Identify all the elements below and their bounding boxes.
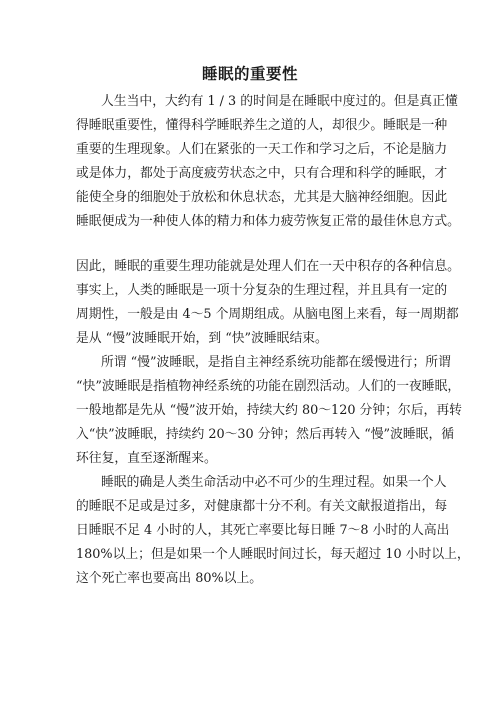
text-line: 或是体力，都处于高度疲劳状态之中，只有合理和科学的睡眠，才	[76, 166, 448, 181]
document-body	[76, 90, 470, 591]
paragraph-2	[76, 255, 460, 351]
text-line: 重要的生理现象。人们在紧张的一天工作和学习之后，不论是脑力	[76, 142, 448, 157]
document-title: 睡眠的重要性	[201, 65, 298, 83]
text-line: 是从 “慢”波睡眠开始，到 “快”波睡眠结束。	[76, 331, 328, 346]
text-line: 入“快”波睡眠，持续约 20～30 分钟；然后再转入 “慢”波睡眠，循	[76, 427, 455, 442]
paragraph-4	[76, 471, 470, 591]
text-line: 日睡眠不足 4 小时的人，其死亡率要比每日睡 7～8 小时的人高出	[76, 523, 450, 538]
text-line: 人生当中，大约有 1 / 3 的时间是在睡眠中度过的。但是真正懂	[101, 94, 458, 109]
text-line: 周期性，一般是由 4～5 个周期组成。从脑电图上来看，每一周期都	[76, 307, 459, 322]
text-line: 所谓 “慢”波睡眠，是指自主神经系统功能都在缓慢进行；所谓	[101, 355, 451, 370]
paragraph-3	[76, 351, 462, 471]
text-line: 得睡眠重要性，懂得科学睡眠养生之道的人，却很少。睡眠是一种	[76, 118, 448, 133]
text-line: 睡眠的确是人类生命活动中必不可少的生理过程。如果一个人	[101, 475, 447, 490]
text-line: 环往复，直至逐渐醒来。	[76, 451, 217, 466]
text-line: 180%以上；但是如果一个人睡眠时间过长，每天超过 10 小时以上，	[76, 547, 470, 562]
paragraph-1	[76, 90, 460, 234]
text-line: 能使全身的细胞处于放松和休息状态，尤其是大脑神经细胞。因此	[76, 190, 448, 205]
text-line: 睡眠便成为一种使人体的精力和体力疲劳恢复正常的最佳休息方式。	[76, 214, 460, 229]
text-line: 这个死亡率也要高出 80%以上。	[76, 571, 263, 586]
text-line: 事实上，人类的睡眠是一项十分复杂的生理过程，并且具有一定的	[76, 283, 448, 298]
paragraph-spacer	[76, 234, 428, 255]
text-line: 的睡眠不足或是过多，对健康都十分不利。有关文献报道指出，每	[76, 499, 448, 514]
text-line: 一般地都是先从 “慢”波开始，持续大约 80～120 分钟；尔后，再转	[76, 403, 462, 418]
text-line: 因此，睡眠的重要生理功能就是处理人们在一天中积存的各种信息。	[76, 259, 460, 274]
text-line: “快”波睡眠是指植物神经系统的功能在剧烈活动。人们的一夜睡眠，	[76, 379, 461, 394]
